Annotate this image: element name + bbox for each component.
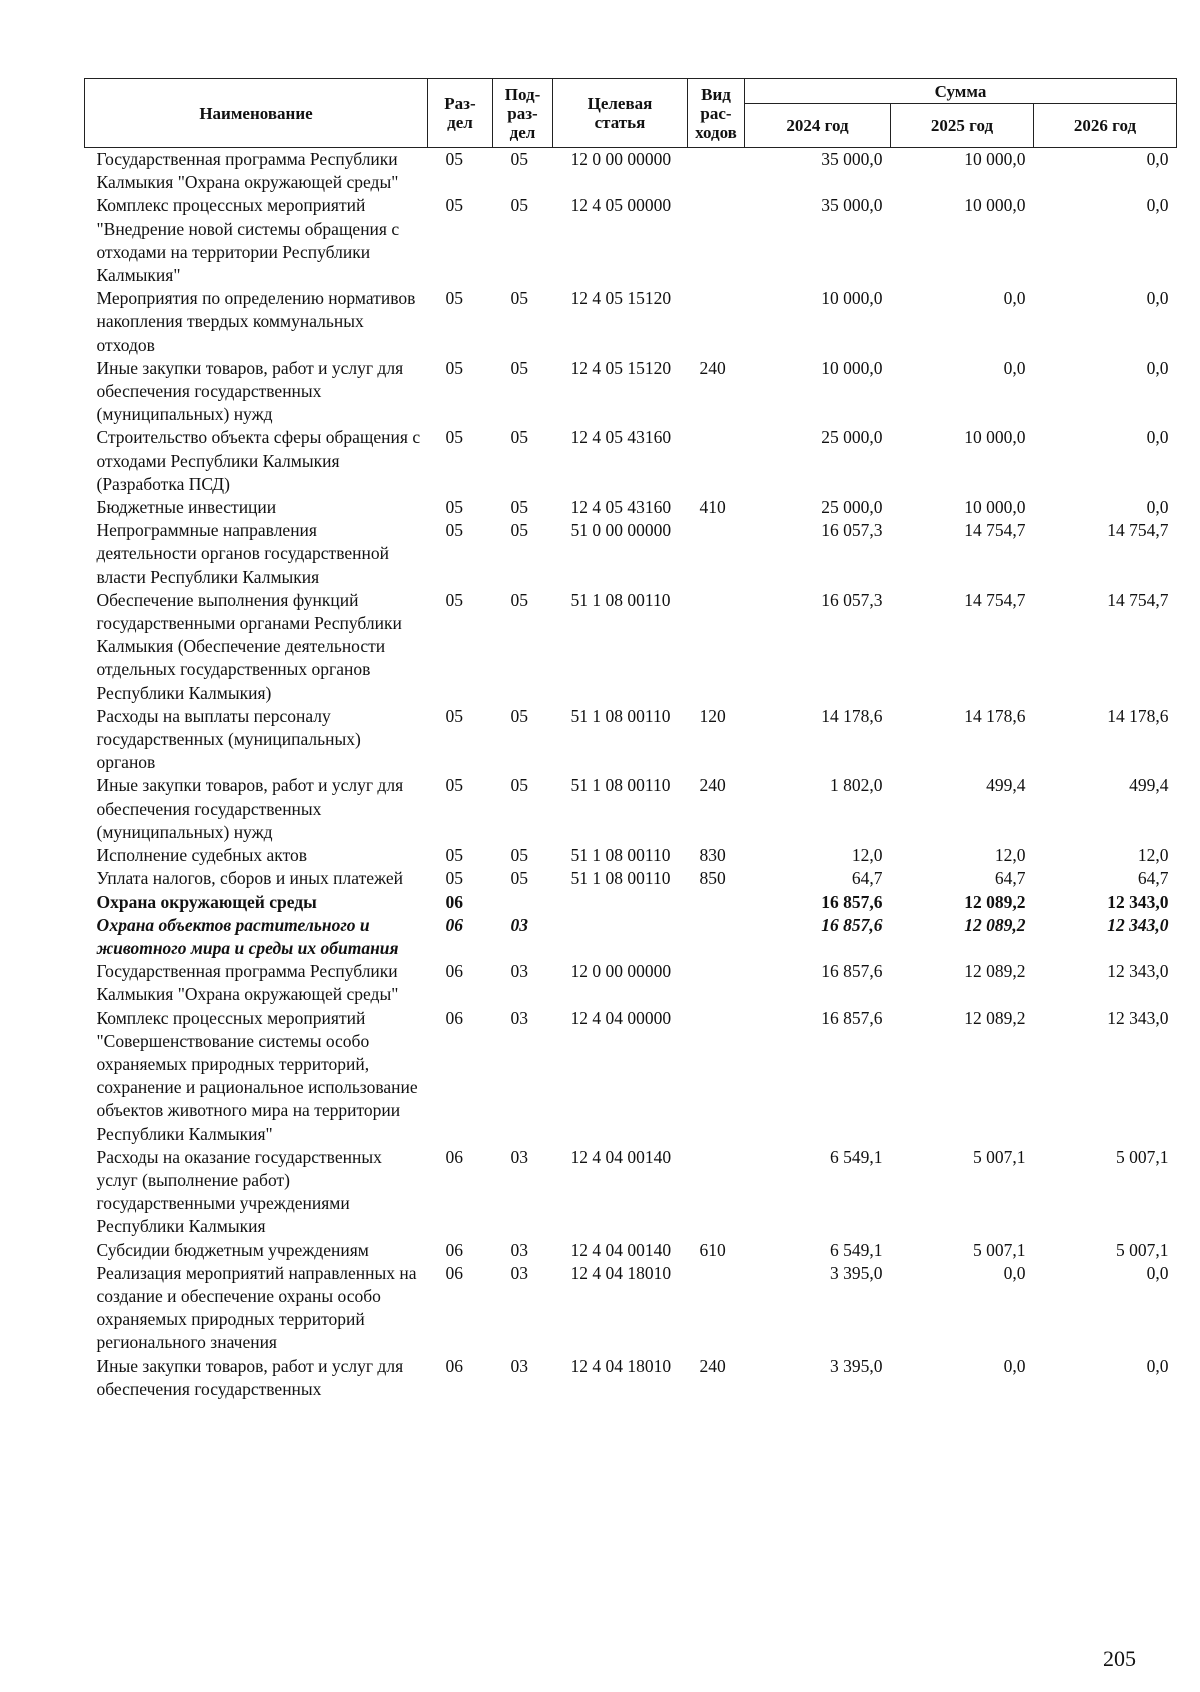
row-name: Строительство объекта сферы обращения с отходами Республики Калмыкия (Разработка ПСД) <box>96 427 421 494</box>
row-podrazdel: 03 <box>510 961 528 982</box>
row-name: Субсидии бюджетным учреждениям <box>96 1239 369 1260</box>
row-sum-2024: 25 000,0 <box>821 427 883 448</box>
row-expense-type: 240 <box>699 1355 726 1376</box>
row-razdel: 05 <box>445 520 463 541</box>
table-row <box>85 960 1177 1006</box>
row-sum-2024: 1 802,0 <box>830 775 883 796</box>
row-target-article: 12 4 04 18010 <box>570 1262 672 1283</box>
row-sum-2025: 5 007,1 <box>973 1146 1026 1167</box>
row-sum-2024: 3 395,0 <box>830 1355 883 1376</box>
row-sum-2026: 0,0 <box>1146 195 1169 216</box>
row-expense-type <box>688 960 745 1006</box>
row-sum-2024: 16 057,3 <box>821 589 883 610</box>
table-row <box>85 148 1177 195</box>
row-sum-2026: 12 343,0 <box>1107 961 1169 982</box>
row-name: Бюджетные инвестиции <box>96 497 277 518</box>
row-podrazdel: 03 <box>510 1239 528 1260</box>
row-sum-2024: 3 395,0 <box>830 1262 883 1283</box>
row-podrazdel: 05 <box>510 427 528 448</box>
row-sum-2024: 16 857,6 <box>821 914 883 935</box>
row-sum-2024: 25 000,0 <box>821 497 883 518</box>
row-target-article: 12 4 05 00000 <box>570 195 672 216</box>
row-name: Комплекс процессных мероприятий "Совершенствование системы особо охраняемых природных территорий, сохранение и рациональное использование объектов животного мира на территории Республики Калмыкия" <box>96 1007 418 1144</box>
row-sum-2026: 499,4 <box>1129 775 1169 796</box>
row-sum-2025: 10 000,0 <box>964 497 1026 518</box>
row-target-article: 51 1 08 00110 <box>570 868 671 889</box>
row-sum-2026: 0,0 <box>1146 149 1169 169</box>
table-row <box>85 194 1177 287</box>
row-name: Непрограммные направления деятельности органов государственной власти Республики Калмыкия <box>96 520 389 587</box>
row-sum-2025: 0,0 <box>1003 288 1026 309</box>
row-target-article: 51 1 08 00110 <box>570 705 671 726</box>
table-row <box>85 844 1177 867</box>
row-razdel: 05 <box>445 497 463 518</box>
row-expense-type: 830 <box>699 845 726 866</box>
row-razdel: 06 <box>445 914 463 935</box>
header-vid-label: Вид рас- ходов <box>695 84 737 142</box>
row-razdel: 05 <box>445 705 463 726</box>
header-podrazdel-label: Под- раз- дел <box>504 84 541 142</box>
row-razdel: 05 <box>445 357 463 378</box>
row-razdel: 05 <box>445 427 463 448</box>
row-razdel: 05 <box>445 288 463 309</box>
row-podrazdel <box>493 891 553 914</box>
row-sum-2025: 14 754,7 <box>964 589 1026 610</box>
row-name: Расходы на выплаты персоналу государственных (муниципальных) органов <box>96 705 361 773</box>
row-target-article <box>553 914 688 960</box>
row-podrazdel: 03 <box>510 1355 528 1376</box>
row-sum-2024: 35 000,0 <box>821 195 883 216</box>
row-name: Уплата налогов, сборов и иных платежей <box>96 868 403 889</box>
row-name: Обеспечение выполнения функций государственными органами Республики Калмыкия (Обеспечение деятельности отдельных государственных органов Республики Калмыкия) <box>96 589 402 703</box>
row-expense-type <box>688 914 745 960</box>
row-sum-2024: 16 057,3 <box>821 520 883 541</box>
row-sum-2025: 14 754,7 <box>964 520 1026 541</box>
row-sum-2025: 0,0 <box>1003 357 1026 378</box>
table-row <box>85 589 1177 705</box>
row-expense-type <box>688 519 745 589</box>
header-year-2025: 2025 год <box>891 104 1034 148</box>
table-header <box>85 79 1177 148</box>
table-row <box>85 891 1177 914</box>
row-sum-2024: 10 000,0 <box>821 357 883 378</box>
row-target-article: 51 1 08 00110 <box>570 589 671 610</box>
row-sum-2026: 12 343,0 <box>1107 891 1169 912</box>
row-razdel: 06 <box>445 1007 463 1028</box>
row-name: Реализация мероприятий направленных на создание и обеспечение охраны особо охраняемых природных территорий регионального значения <box>96 1262 417 1353</box>
row-expense-type: 240 <box>699 357 726 378</box>
row-sum-2024: 10 000,0 <box>821 288 883 309</box>
row-razdel: 06 <box>445 1146 463 1167</box>
row-sum-2024: 64,7 <box>851 868 883 889</box>
row-target-article: 12 4 05 15120 <box>570 357 672 378</box>
row-razdel: 05 <box>445 195 463 216</box>
row-target-article: 12 4 05 43160 <box>570 427 672 448</box>
row-expense-type <box>688 1262 745 1355</box>
row-sum-2026: 0,0 <box>1146 357 1169 378</box>
header-podrazdel <box>493 79 553 148</box>
row-razdel: 05 <box>445 775 463 796</box>
row-target-article <box>553 891 688 914</box>
row-podrazdel: 03 <box>510 1007 528 1028</box>
row-expense-type <box>688 1007 745 1146</box>
row-sum-2025: 12 089,2 <box>964 914 1026 935</box>
row-sum-2026: 0,0 <box>1146 497 1169 518</box>
row-sum-2026: 12,0 <box>1137 845 1169 866</box>
row-podrazdel: 03 <box>510 914 528 935</box>
header-razdel <box>428 79 493 148</box>
table-row <box>85 867 1177 890</box>
row-target-article: 51 1 08 00110 <box>570 775 671 796</box>
table-body <box>85 148 1177 1401</box>
row-razdel: 05 <box>445 845 463 866</box>
row-podrazdel: 05 <box>510 868 528 889</box>
row-podrazdel: 05 <box>510 288 528 309</box>
row-sum-2025: 64,7 <box>994 868 1026 889</box>
row-sum-2025: 0,0 <box>1003 1262 1026 1283</box>
header-vid <box>688 79 745 148</box>
row-target-article: 12 4 04 00140 <box>570 1239 672 1260</box>
row-sum-2025: 0,0 <box>1003 1355 1026 1376</box>
table-row <box>85 1262 1177 1355</box>
row-expense-type <box>688 287 745 357</box>
row-razdel: 06 <box>445 891 463 912</box>
row-razdel: 06 <box>445 1239 463 1260</box>
budget-table <box>84 78 1177 1401</box>
table-row <box>85 1355 1177 1401</box>
row-name: Иные закупки товаров, работ и услуг для обеспечения государственных (муниципальных) нужд <box>96 775 404 842</box>
row-expense-type: 120 <box>699 705 726 726</box>
row-podrazdel: 05 <box>510 497 528 518</box>
row-sum-2025: 12,0 <box>994 845 1026 866</box>
table-row <box>85 426 1177 496</box>
row-expense-type: 240 <box>699 775 726 796</box>
row-expense-type <box>688 1146 745 1239</box>
row-name: Исполнение судебных актов <box>96 845 308 866</box>
table-row <box>85 1007 1177 1146</box>
row-sum-2025: 499,4 <box>986 775 1026 796</box>
row-sum-2024: 35 000,0 <box>821 149 883 169</box>
row-target-article: 12 4 04 00140 <box>570 1146 672 1167</box>
row-sum-2025: 10 000,0 <box>964 149 1026 169</box>
row-expense-type <box>688 194 745 287</box>
header-target <box>553 79 688 148</box>
row-name: Расходы на оказание государственных услуг (выполнение работ) государственными учреждениями Республики Калмыкия <box>96 1146 382 1237</box>
row-podrazdel: 03 <box>510 1262 528 1283</box>
row-sum-2026: 0,0 <box>1146 1355 1169 1376</box>
row-target-article: 12 4 04 00000 <box>570 1007 672 1028</box>
budget-table-sheet <box>84 78 1176 1401</box>
row-sum-2026: 0,0 <box>1146 1262 1169 1283</box>
row-expense-type <box>688 589 745 705</box>
row-target-article: 12 0 00 00000 <box>570 961 672 982</box>
row-sum-2024: 16 857,6 <box>821 1007 883 1028</box>
row-sum-2025: 12 089,2 <box>964 961 1026 982</box>
row-sum-2026: 12 343,0 <box>1107 1007 1169 1028</box>
row-razdel: 05 <box>445 868 463 889</box>
row-expense-type <box>688 148 745 195</box>
table-row <box>85 774 1177 844</box>
row-razdel: 05 <box>445 149 463 169</box>
header-name: Наименование <box>85 79 428 148</box>
row-name: Мероприятия по определению нормативов накопления твердых коммунальных отходов <box>96 288 416 355</box>
row-target-article: 51 0 00 00000 <box>570 520 672 541</box>
table-row <box>85 357 1177 427</box>
header-target-label: Целевая статья <box>587 94 653 132</box>
table-row <box>85 914 1177 960</box>
row-target-article: 12 4 05 15120 <box>570 288 672 309</box>
row-target-article: 12 4 04 18010 <box>570 1355 672 1376</box>
row-expense-type: 410 <box>699 497 726 518</box>
row-podrazdel: 05 <box>510 775 528 796</box>
row-sum-2024: 6 549,1 <box>830 1146 883 1167</box>
row-target-article: 12 0 00 00000 <box>570 149 672 169</box>
row-sum-2024: 14 178,6 <box>821 705 883 726</box>
row-sum-2024: 6 549,1 <box>830 1239 883 1260</box>
row-target-article: 12 4 05 43160 <box>570 497 672 518</box>
row-sum-2025: 12 089,2 <box>964 1007 1026 1028</box>
row-sum-2026: 12 343,0 <box>1107 914 1169 935</box>
row-target-article: 51 1 08 00110 <box>570 845 671 866</box>
row-sum-2024: 16 857,6 <box>821 891 883 912</box>
row-razdel: 06 <box>445 961 463 982</box>
row-name: Иные закупки товаров, работ и услуг для обеспечения государственных (муниципальных) нужд <box>96 357 404 425</box>
row-name: Комплекс процессных мероприятий "Внедрение новой системы обращения с отходами на территории Республики Калмыкия" <box>96 195 400 286</box>
row-sum-2026: 64,7 <box>1137 868 1169 889</box>
row-name: Государственная программа Республики Калмыкия "Охрана окружающей среды" <box>96 149 399 193</box>
row-expense-type <box>688 891 745 914</box>
row-sum-2026: 5 007,1 <box>1116 1239 1169 1260</box>
row-expense-type: 850 <box>699 868 726 889</box>
row-podrazdel: 05 <box>510 845 528 866</box>
row-name: Охрана окружающей среды <box>96 891 317 912</box>
row-sum-2026: 14 754,7 <box>1107 589 1169 610</box>
page-number: 205 <box>1103 1646 1136 1671</box>
row-sum-2024: 12,0 <box>851 845 883 866</box>
row-sum-2026: 14 754,7 <box>1107 520 1169 541</box>
header-razdel-label: Раз- дел <box>444 94 476 132</box>
row-name: Государственная программа Республики Калмыкия "Охрана окружающей среды" <box>96 961 399 1005</box>
row-razdel: 06 <box>445 1262 463 1283</box>
row-sum-2025: 10 000,0 <box>964 195 1026 216</box>
row-podrazdel: 03 <box>510 1146 528 1167</box>
row-podrazdel: 05 <box>510 705 528 726</box>
table-row <box>85 705 1177 775</box>
table-row <box>85 1146 1177 1239</box>
row-name: Охрана объектов растительного и животного мира и среды их обитания <box>96 914 399 958</box>
row-podrazdel: 05 <box>510 589 528 610</box>
row-sum-2026: 14 178,6 <box>1107 705 1169 726</box>
row-sum-2025: 10 000,0 <box>964 427 1026 448</box>
header-year-2024: 2024 год <box>745 104 891 148</box>
row-podrazdel: 05 <box>510 149 528 169</box>
row-sum-2025: 5 007,1 <box>973 1239 1026 1260</box>
row-expense-type: 610 <box>699 1239 726 1260</box>
row-sum-2026: 0,0 <box>1146 427 1169 448</box>
table-row <box>85 1239 1177 1262</box>
header-year-2026: 2026 год <box>1034 104 1177 148</box>
row-sum-2024: 16 857,6 <box>821 961 883 982</box>
row-sum-2025: 12 089,2 <box>964 891 1026 912</box>
row-name: Иные закупки товаров, работ и услуг для обеспечения государственных <box>96 1355 404 1399</box>
table-row <box>85 496 1177 519</box>
header-sum: Сумма <box>745 79 1177 104</box>
row-sum-2025: 14 178,6 <box>964 705 1026 726</box>
row-sum-2026: 0,0 <box>1146 288 1169 309</box>
row-podrazdel: 05 <box>510 195 528 216</box>
row-razdel: 05 <box>445 589 463 610</box>
table-row <box>85 519 1177 589</box>
row-podrazdel: 05 <box>510 520 528 541</box>
table-row <box>85 287 1177 357</box>
row-razdel: 06 <box>445 1355 463 1376</box>
row-sum-2026: 5 007,1 <box>1116 1146 1169 1167</box>
row-podrazdel: 05 <box>510 357 528 378</box>
row-expense-type <box>688 426 745 496</box>
